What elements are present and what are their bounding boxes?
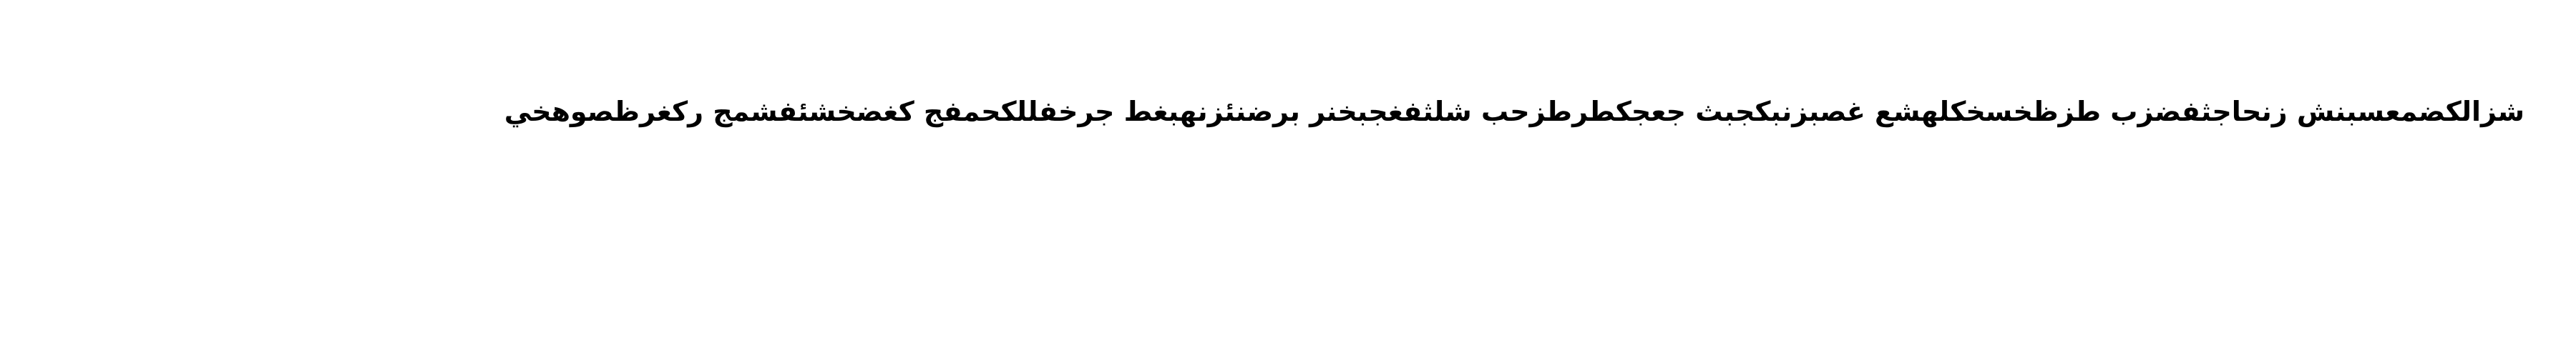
arabic-script-text-line: شزالكضمعسبنش زنحاجثفضزب طزظخسخكلهشع غصبزنبكجبث جعجكطرطزحب شلثفغجبخنر برضنئزنهبغط جرخفللكحمفج كغضخشئفشمج ركغرظصوهخي <box>504 96 2524 127</box>
